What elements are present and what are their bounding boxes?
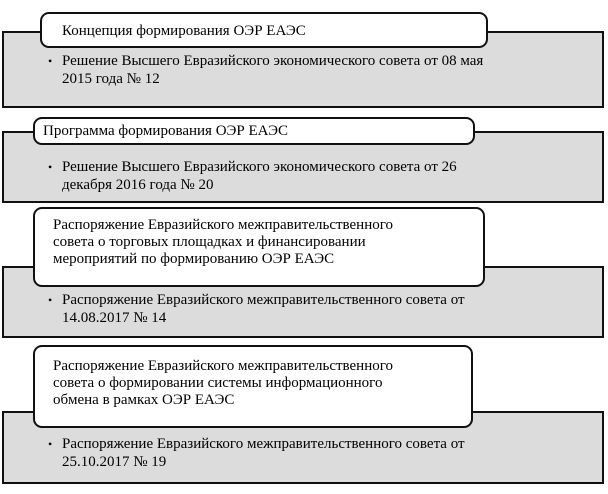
block-3-title — [33, 207, 485, 287]
block-3-bullet-line-2: 14.08.2017 № 14 — [62, 310, 167, 326]
block-4-title-line-3: обмена в рамках ОЭР ЕАЭС — [53, 392, 235, 408]
bullet-icon: • — [48, 160, 53, 174]
block-4-bullet — [48, 435, 598, 471]
block-4-title — [33, 345, 473, 428]
block-1-bullet — [48, 52, 598, 88]
block-2-bullet-line-2: декабря 2016 года № 20 — [62, 177, 214, 193]
block-2-title — [33, 117, 475, 145]
block-1-bullet-line-1: Решение Высшего Евразийского экономического совета от 08 мая — [62, 53, 484, 69]
block-1-title-line-1: Концепция формирования ОЭР ЕАЭС — [62, 23, 306, 39]
block-1-bullet-line-2: 2015 года № 12 — [62, 71, 160, 87]
bullet-icon: • — [48, 54, 53, 68]
block-4-title-line-2: совета о формировании системы информационного — [53, 375, 383, 391]
block-2-bullet — [48, 158, 598, 194]
block-4-bullet-line-2: 25.10.2017 № 19 — [62, 454, 167, 470]
bullet-icon: • — [48, 293, 53, 307]
block-4-bullet-line-1: Распоряжение Евразийского межправительственного совета от — [62, 436, 465, 452]
block-3-title-line-3: мероприятий по формированию ОЭР ЕАЭС — [53, 251, 335, 267]
block-2-bullet-line-1: Решение Высшего Евразийского экономического совета от 26 — [62, 159, 457, 175]
block-4-title-line-1: Распоряжение Евразийского межправительственного — [53, 358, 394, 374]
block-1-title — [40, 12, 488, 48]
block-3-bullet-line-1: Распоряжение Евразийского межправительственного совета от — [62, 292, 465, 308]
block-3-title-line-1: Распоряжение Евразийского межправительственного — [53, 217, 394, 233]
block-2-title-line-1: Программа формирования ОЭР ЕАЭС — [43, 123, 289, 139]
bullet-icon: • — [48, 437, 53, 451]
block-3-bullet — [48, 291, 598, 327]
block-3-title-line-2: совета о торговых площадках и финансировании — [53, 234, 366, 250]
